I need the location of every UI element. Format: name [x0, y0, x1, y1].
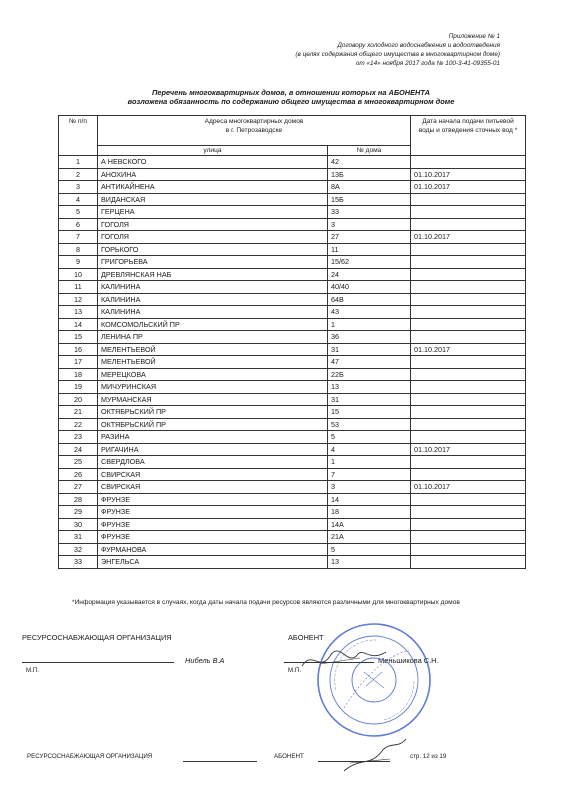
row-house: 14А [328, 518, 411, 531]
row-num: 5 [59, 206, 98, 219]
subscriber-mp: М.П. [288, 667, 302, 674]
document-title [60, 88, 522, 107]
row-street: СВИРСКАЯ [98, 468, 328, 481]
header-num: № п/п [59, 116, 98, 156]
row-street: ФРУНЗЕ [98, 493, 328, 506]
header-address [98, 116, 411, 146]
row-street: ОКТЯБРЬСКИЙ ПР [98, 418, 328, 431]
row-house: 5 [328, 431, 411, 444]
row-num: 33 [59, 556, 98, 569]
row-num: 14 [59, 318, 98, 331]
row-street: ФРУНЗЕ [98, 506, 328, 519]
row-num: 12 [59, 293, 98, 306]
table-row [59, 481, 526, 494]
subscriber-name: Меньшикова С.Н. [378, 656, 439, 665]
table-row [59, 306, 526, 319]
row-num: 4 [59, 193, 98, 206]
row-date [411, 293, 526, 306]
subscriber-signature [300, 644, 390, 674]
table-row [59, 193, 526, 206]
table-row [59, 443, 526, 456]
row-street: ФРУНЗЕ [98, 531, 328, 544]
row-street: КАЛИНИНА [98, 293, 328, 306]
footer-supplier-line [183, 761, 257, 762]
row-street: МЕЛЕНТЬЕВОЙ [98, 356, 328, 369]
row-street: ГОРЬКОГО [98, 243, 328, 256]
row-date [411, 318, 526, 331]
appendix-line-3: (в целях содержания общего имущества в многоквартирном доме) [295, 51, 500, 59]
row-street: ГЕРЦЕНА [98, 206, 328, 219]
row-num: 2 [59, 168, 98, 181]
row-num: 27 [59, 481, 98, 494]
row-date: 01.10.2017 [411, 443, 526, 456]
row-house: 7 [328, 468, 411, 481]
row-house: 8А [328, 181, 411, 194]
row-date [411, 418, 526, 431]
row-num: 21 [59, 406, 98, 419]
header-address-line-1: Адреса многоквартирных домов [204, 118, 304, 125]
table-row [59, 368, 526, 381]
row-house: 33 [328, 206, 411, 219]
row-house: 14 [328, 493, 411, 506]
row-street: РАЗИНА [98, 431, 328, 444]
row-date: 01.10.2017 [411, 181, 526, 194]
table-row [59, 168, 526, 181]
row-date [411, 556, 526, 569]
appendix-line-4: от «14» ноября 2017 года № 100-3-41-09355-01 [355, 60, 500, 68]
row-street: ВИДАНСКАЯ [98, 193, 328, 206]
row-house: 4 [328, 443, 411, 456]
row-street: МЕРЕЦКОВА [98, 368, 328, 381]
supplier-sign-line [22, 662, 174, 663]
table-row [59, 156, 526, 169]
row-house: 24 [328, 268, 411, 281]
footnote: *Информация указывается в случаях, когда даты начала подачи ресурсов являются различными для многоквартирных домов [72, 599, 460, 606]
row-house: 42 [328, 156, 411, 169]
row-num: 17 [59, 356, 98, 369]
row-street: ФУРМАНОВА [98, 543, 328, 556]
row-street: МУРМАНСКАЯ [98, 393, 328, 406]
row-street: А НЕВСКОГО [98, 156, 328, 169]
row-num: 8 [59, 243, 98, 256]
row-date [411, 243, 526, 256]
row-date [411, 331, 526, 344]
table-row [59, 518, 526, 531]
row-date [411, 193, 526, 206]
table-row [59, 181, 526, 194]
row-house: 53 [328, 418, 411, 431]
row-house: 15Б [328, 193, 411, 206]
row-date [411, 281, 526, 294]
row-house: 31 [328, 393, 411, 406]
header-street: улица [98, 146, 328, 156]
supplier-label: РЕСУРСОСНАБЖАЮЩАЯ ОРГАНИЗАЦИЯ [22, 633, 172, 642]
row-house: 13 [328, 556, 411, 569]
header-house: № дома [328, 146, 411, 156]
table-row [59, 243, 526, 256]
row-street: СВИРСКАЯ [98, 481, 328, 494]
row-street: ФРУНЗЕ [98, 518, 328, 531]
row-num: 18 [59, 368, 98, 381]
row-house: 15/62 [328, 256, 411, 269]
table-row [59, 268, 526, 281]
row-date [411, 406, 526, 419]
table-row [59, 356, 526, 369]
row-num: 11 [59, 281, 98, 294]
row-date [411, 381, 526, 394]
row-street: ГРИГОРЬЕВА [98, 256, 328, 269]
row-num: 22 [59, 418, 98, 431]
row-house: 11 [328, 243, 411, 256]
title-line-2: возложена обязанность по содержанию общего имущества в многоквартирном доме [127, 97, 455, 107]
row-house: 22Б [328, 368, 411, 381]
row-num: 16 [59, 343, 98, 356]
table-row [59, 531, 526, 544]
table-row [59, 431, 526, 444]
row-date [411, 268, 526, 281]
table-row [59, 256, 526, 269]
row-street: ГОГОЛЯ [98, 218, 328, 231]
row-street: СВЕРДЛОВА [98, 456, 328, 469]
row-street: ЛЕНИНА ПР [98, 331, 328, 344]
row-num: 29 [59, 506, 98, 519]
row-date: 01.10.2017 [411, 231, 526, 244]
table-row [59, 556, 526, 569]
footer-signature [340, 737, 410, 777]
row-date [411, 393, 526, 406]
row-date: 01.10.2017 [411, 168, 526, 181]
row-date: 01.10.2017 [411, 481, 526, 494]
row-num: 19 [59, 381, 98, 394]
row-date [411, 506, 526, 519]
row-num: 26 [59, 468, 98, 481]
row-date [411, 531, 526, 544]
table-row [59, 206, 526, 219]
table-row [59, 381, 526, 394]
row-street: АНОХИНА [98, 168, 328, 181]
organization-stamp [314, 620, 434, 740]
row-house: 5 [328, 543, 411, 556]
row-house: 3 [328, 218, 411, 231]
header-date: Дата начала подачи питьевой воды и отведения сточных вод * [411, 116, 526, 156]
footer-supplier-label: РЕСУРСОСНАБЖАЮЩАЯ ОРГАНИЗАЦИЯ [27, 753, 153, 760]
row-house: 40/40 [328, 281, 411, 294]
row-house: 15 [328, 406, 411, 419]
table-row [59, 418, 526, 431]
row-house: 1 [328, 456, 411, 469]
row-num: 9 [59, 256, 98, 269]
row-street: КАЛИНИНА [98, 306, 328, 319]
row-num: 24 [59, 443, 98, 456]
row-num: 7 [59, 231, 98, 244]
appendix-line-1: Приложение № 1 [448, 33, 500, 40]
row-date [411, 431, 526, 444]
row-num: 20 [59, 393, 98, 406]
table-row [59, 231, 526, 244]
row-street: ЭНГЕЛЬСА [98, 556, 328, 569]
row-date [411, 468, 526, 481]
row-house: 31 [328, 343, 411, 356]
row-street: ДРЕВЛЯНСКАЯ НАБ [98, 268, 328, 281]
row-house: 18 [328, 506, 411, 519]
row-num: 30 [59, 518, 98, 531]
row-house: 3 [328, 481, 411, 494]
table-body [59, 156, 526, 569]
row-num: 31 [59, 531, 98, 544]
footer-subscriber-label: АБОНЕНТ [274, 753, 304, 760]
table-row [59, 543, 526, 556]
row-num: 15 [59, 331, 98, 344]
row-date: 01.10.2017 [411, 343, 526, 356]
row-house: 36 [328, 331, 411, 344]
row-street: КАЛИНИНА [98, 281, 328, 294]
row-street: РИГАЧИНА [98, 443, 328, 456]
row-house: 21А [328, 531, 411, 544]
table-row [59, 493, 526, 506]
row-street: МИЧУРИНСКАЯ [98, 381, 328, 394]
row-street: АНТИКАЙНЕНА [98, 181, 328, 194]
row-date [411, 206, 526, 219]
row-date [411, 256, 526, 269]
table-row [59, 218, 526, 231]
table-row [59, 293, 526, 306]
table-row [59, 456, 526, 469]
row-house: 1 [328, 318, 411, 331]
row-house: 13Б [328, 168, 411, 181]
supplier-name: Нибель В.А [185, 656, 225, 665]
row-street: ОКТЯБРЬСКИЙ ПР [98, 406, 328, 419]
row-date [411, 156, 526, 169]
title-line-1: Перечень многоквартирных домов, в отношении которых на АБОНЕНТА [152, 88, 430, 97]
row-date [411, 543, 526, 556]
row-num: 25 [59, 456, 98, 469]
row-house: 13 [328, 381, 411, 394]
table-row [59, 468, 526, 481]
row-street: МЕЛЕНТЬЕВОЙ [98, 343, 328, 356]
row-num: 13 [59, 306, 98, 319]
row-num: 23 [59, 431, 98, 444]
subscriber-label: АБОНЕНТ [288, 633, 324, 642]
page-number: стр. 12 из 19 [410, 753, 447, 760]
row-num: 1 [59, 156, 98, 169]
row-num: 28 [59, 493, 98, 506]
row-date [411, 368, 526, 381]
table-row [59, 281, 526, 294]
row-num: 3 [59, 181, 98, 194]
header-address-line-2: в г. Петрозаводске [225, 126, 283, 134]
row-date [411, 456, 526, 469]
table-row [59, 393, 526, 406]
row-street: КОМСОМОЛЬСКИЙ ПР [98, 318, 328, 331]
table-row [59, 331, 526, 344]
row-date [411, 218, 526, 231]
row-date [411, 518, 526, 531]
table-row [59, 406, 526, 419]
supplier-mp: М.П. [26, 667, 40, 674]
buildings-table [58, 115, 526, 569]
row-num: 10 [59, 268, 98, 281]
row-house: 64В [328, 293, 411, 306]
row-house: 47 [328, 356, 411, 369]
row-house: 43 [328, 306, 411, 319]
row-date [411, 493, 526, 506]
row-street: ГОГОЛЯ [98, 231, 328, 244]
row-num: 6 [59, 218, 98, 231]
row-num: 32 [59, 543, 98, 556]
row-date [411, 356, 526, 369]
table-row [59, 506, 526, 519]
table-row [59, 343, 526, 356]
appendix-line-2: Договору холодного водоснабжения и водоотведения [337, 42, 500, 50]
row-house: 27 [328, 231, 411, 244]
row-date [411, 306, 526, 319]
appendix-header [295, 32, 500, 68]
table-row [59, 318, 526, 331]
